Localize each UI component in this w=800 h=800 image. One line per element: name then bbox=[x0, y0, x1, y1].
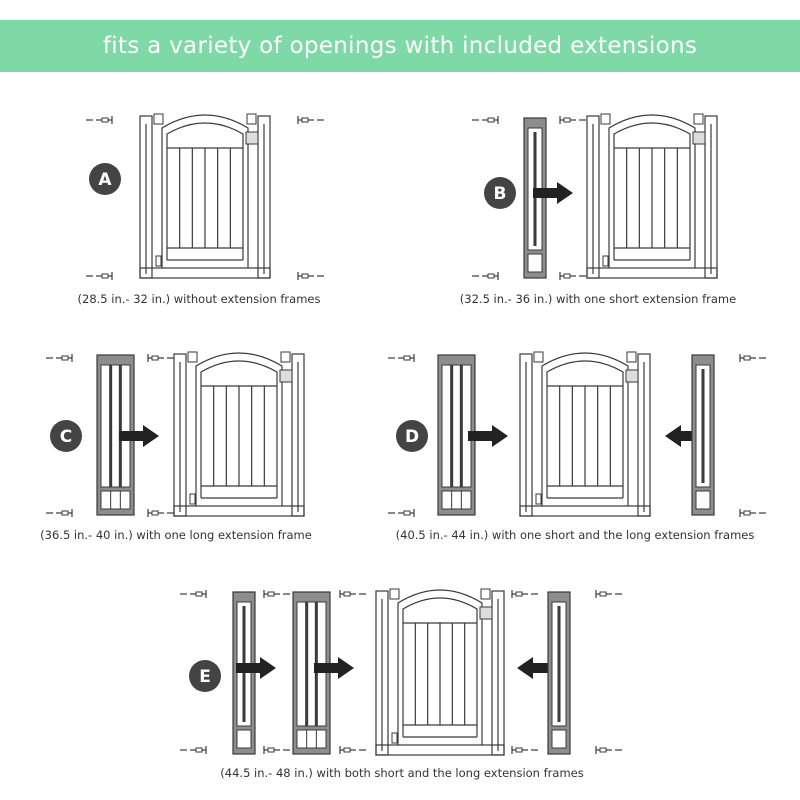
bolt-e-m6 bbox=[512, 746, 538, 754]
ext-short-e-right bbox=[548, 592, 570, 754]
bolt-e-m2 bbox=[264, 746, 290, 754]
bolt-d-tr bbox=[740, 354, 766, 362]
bolt-d-tl bbox=[388, 354, 414, 362]
bolt-a-bl bbox=[86, 272, 112, 280]
bolt-b-m2 bbox=[560, 272, 586, 280]
badge-e bbox=[189, 660, 221, 692]
bolt-d-bl bbox=[388, 509, 414, 517]
bolt-e-tl bbox=[180, 590, 206, 598]
bolt-c-bl bbox=[46, 509, 72, 517]
bolt-a-tl bbox=[86, 116, 112, 124]
bolt-a-tr bbox=[298, 116, 324, 124]
bolt-e-m1 bbox=[264, 590, 290, 598]
badge-c bbox=[50, 420, 82, 452]
bolt-e-bl bbox=[180, 746, 206, 754]
badge-a-label: A bbox=[98, 170, 112, 190]
badge-b bbox=[484, 177, 516, 209]
bolt-b-bl bbox=[472, 272, 498, 280]
bolt-c-m1 bbox=[148, 354, 174, 362]
bolt-e-tr bbox=[596, 590, 622, 598]
caption-e: (44.5 in.- 48 in.) with both short and the long extension frames bbox=[220, 766, 584, 780]
badge-b-label: B bbox=[493, 184, 507, 204]
banner-title: fits a variety of openings with included extensions bbox=[102, 33, 698, 59]
caption-c: (36.5 in.- 40 in.) with one long extension frame bbox=[40, 528, 312, 542]
bolt-e-m5 bbox=[512, 590, 538, 598]
bolt-e-m3 bbox=[340, 590, 366, 598]
badge-a bbox=[89, 163, 121, 195]
bolt-c-tl bbox=[46, 354, 72, 362]
gate-c bbox=[174, 352, 304, 516]
gate-b bbox=[587, 114, 717, 278]
caption-b: (32.5 in.- 36 in.) with one short extension frame bbox=[459, 292, 737, 306]
caption-a: (28.5 in.- 32 in.) without extension frames bbox=[77, 292, 321, 306]
badge-c-label: C bbox=[59, 427, 73, 447]
badge-d-label: D bbox=[404, 427, 420, 447]
bolt-b-tl bbox=[472, 116, 498, 124]
caption-d: (40.5 in.- 44 in.) with one short and the long extension frames bbox=[395, 528, 755, 542]
gate-e bbox=[376, 589, 504, 755]
gate-d bbox=[520, 352, 650, 516]
bolt-c-m2 bbox=[148, 509, 174, 517]
bolt-e-br bbox=[596, 746, 622, 754]
bolt-b-m1 bbox=[560, 116, 586, 124]
ext-short-d bbox=[692, 355, 714, 515]
gate-a bbox=[140, 114, 270, 278]
bolt-d-br bbox=[740, 509, 766, 517]
badge-d bbox=[396, 420, 428, 452]
bolt-e-m4 bbox=[340, 746, 366, 754]
badge-e-label: E bbox=[199, 667, 211, 687]
bolt-a-br bbox=[298, 272, 324, 280]
